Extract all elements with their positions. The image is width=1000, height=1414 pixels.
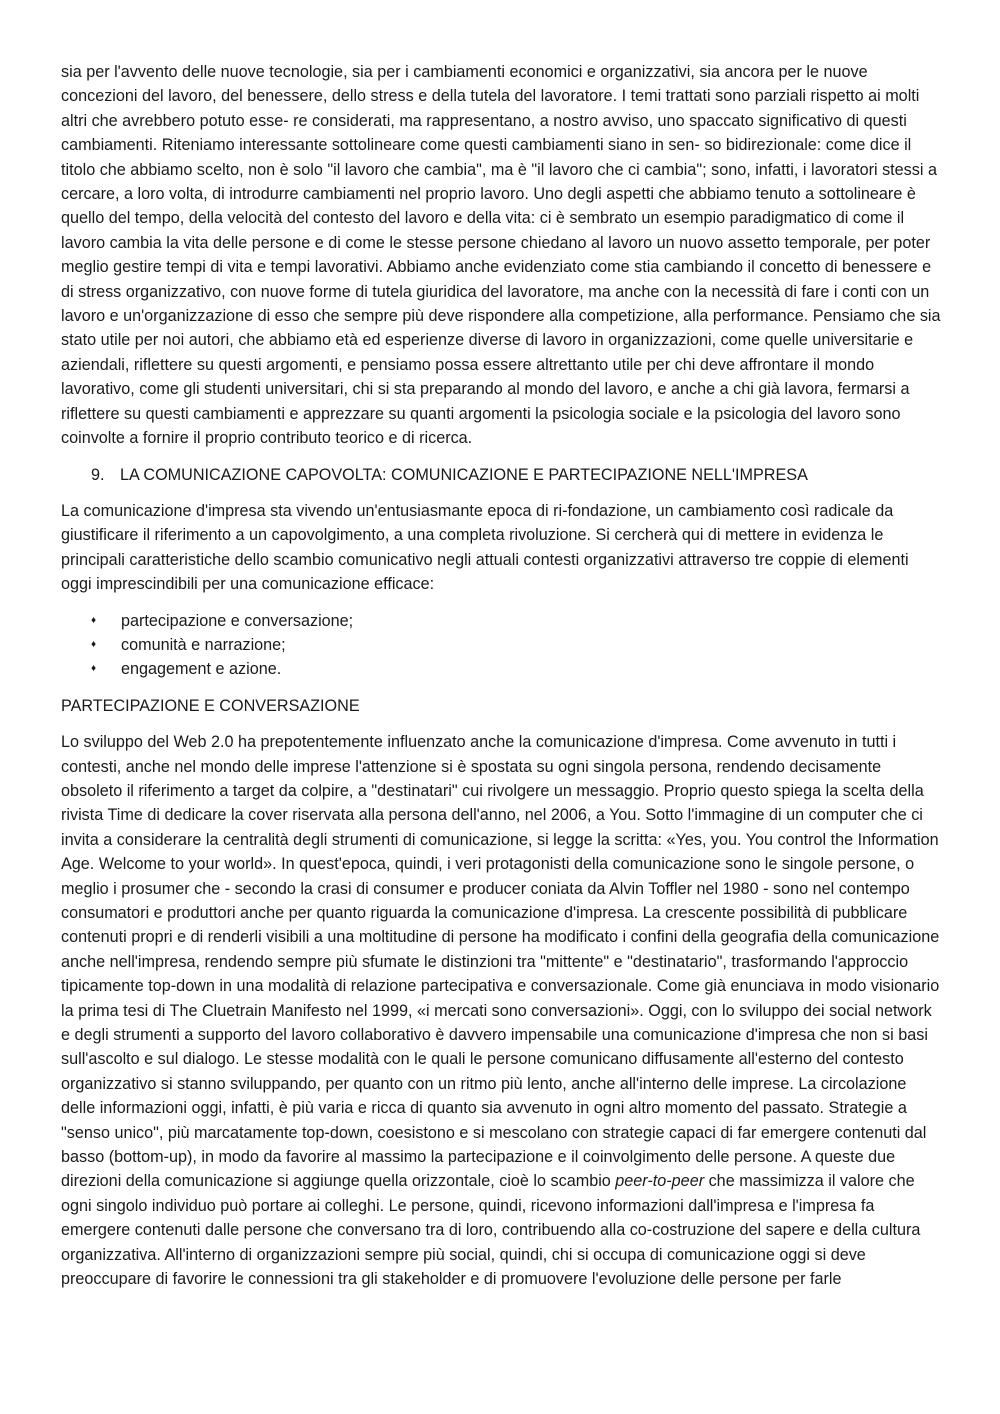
document-page (61, 60, 941, 1304)
bullet-diamond-icon: ♦ (91, 638, 97, 650)
list-item (61, 633, 941, 657)
section-number: 9. (91, 465, 105, 484)
list-item-text: engagement e azione. (121, 660, 282, 679)
bullet-diamond-icon: ♦ (91, 614, 97, 626)
list-item-text: partecipazione e conversazione; (121, 611, 354, 630)
list-item (61, 657, 941, 681)
body-text: che massimizza il valore che ogni singolo individuo può portare ai colleghi. Le persone, quindi, ricevono informazioni dall'impresa e l'impresa fa emergere contenuti dalle persone che conversano tra di loro, contribuendo alla co-costruzione del sapere e della cultura organizzativa. All'interno di organizzazioni sempre più social, quindi, chi si occupa di comunicazione oggi si deve preoccupare di favorire le connessioni tra gli stakeholder e di promuovere l'evoluzione delle persone per farle (61, 1172, 921, 1289)
body-paragraph (61, 730, 941, 1291)
list-item-text: comunità e narrazione; (121, 635, 286, 654)
section-title: LA COMUNICAZIONE CAPOVOLTA: COMUNICAZIONE E PARTECIPAZIONE NELL'IMPRESA (120, 465, 808, 484)
list-item (61, 609, 941, 633)
body-paragraph: La comunicazione d'impresa sta vivendo un'entusiasmante epoca di ri-fondazione, un cambiamento così radicale da giustificare il riferimento a un capovolgimento, a una completa rivoluzione. Si cercherà qui di mettere in evidenza le principali caratteristiche dello scambio comunicativo negli attuali contesti organizzativi attraverso tre coppie di elementi oggi imprescindibili per una comunicazione efficace: (61, 501, 909, 594)
section-heading (61, 463, 941, 487)
bullet-diamond-icon: ♦ (91, 663, 97, 675)
body-text: Lo sviluppo del Web 2.0 ha prepotentemente influenzato anche la comunicazione d'impresa. Come avvenuto in tutti i contesti, anche nel mondo delle imprese l'attenzione si è spostata su ogni singola persona, rendendo decisamente obsoleto il riferimento a target da colpire, a "destinatari" cui rivolgere un messaggio. Proprio questo spiega la scelta della rivista Time di dedicare la cover riservata alla persona dell'anno, nel 2006, a You. Sotto l'immagine di un computer che ci invita a considerare la centralità degli strumenti di comunicazione, si legge la scritta: «Yes, you. You control the Information Age. Welcome to your world». In quest'epoca, quindi, i veri protagonisti della comunicazione sono le singole persone, o meglio i prosumer che - secondo la crasi di consumer e producer coniata da Alvin Toffler nel 1980 - sono nel contempo consumatori e produttori anche per quanto riguarda la comunicazione d'impresa. La crescente possibilità di pubblicare contenuti propri e di renderli visibili a una moltitudine di persone ha modificato i confini della geografia della comunicazione anche nell'impresa, rendendo sempre più sfumate le distinzioni tra "mittente" e "destinatario", trasformando l'approccio tipicamente top-down in una modalità di relazione partecipativa e conversazionale. Come già enunciava in modo visionario la prima tesi di The Cluetrain Manifesto nel 1999, «i mercati sono conversazioni». Oggi, con lo sviluppo dei social network e degli strumenti a supporto del lavoro collaborativo è davvero impensabile una comunicazione d'impresa che non si basi sull'ascolto e sul dialogo. Le stesse modalità con le quali le persone comunicano diffusamente all'esterno del contesto organizzativo si stanno sviluppando, per quanto con un ritmo più lento, anche all'interno delle imprese. La circolazione delle informazioni oggi, infatti, è più varia e ricca di quanto sia avvenuto in ogni altro momento del passato. Strategie a "senso unico", più marcatamente top-down, coesistono e si mescolano con strategie capaci di far emergere contenuti dal basso (bottom-up), in modo da favorire al massimo la partecipazione e il coinvolgimento delle persone. A queste due direzioni della comunicazione si aggiunge quella orizzontale, cioè lo scambio (61, 733, 940, 1191)
body-paragraph: sia per l'avvento delle nuove tecnologie, sia per i cambiamenti economici e organizzativi, sia ancora per le nuove concezioni del lavoro, del benessere, dello stress e della tutela del lavoratore. I temi trattati sono parziali rispetto ai molti altri che avrebbero potuto esse- re considerati, ma rappresentano, a nostro avviso, uno spaccato significativo di questi cambiamenti. Riteniamo interessante sottolineare come questi cambiamenti siano in sen- so bidirezionale: come dice il titolo che abbiamo scelto, non è solo "il lavoro che cambia", ma è "il lavoro che ci cambia"; sono, infatti, i lavoratori stessi a cercare, a loro volta, di introdurre cambiamenti nel proprio lavoro. Uno degli aspetti che abbiamo tenuto a sottolineare è quello del tempo, della velocità del contesto del lavoro e della vita: ci è sembrato un esempio paradigmatico di come il lavoro cambia la vita delle persone e di come le stesse persone chiedano al lavoro un nuovo assetto temporale, per poter meglio gestire tempi di vita e tempi lavorativi. Abbiamo anche evidenziato come stia cambiando il concetto di benessere e di stress organizzativo, con nuove forme di tutela giuridica del lavoratore, ma anche con la necessità di fare i conti con un lavoro e un'organizzazione di esso che sempre più deve rispondere alla competizione, alla performance. Pensiamo che sia stato utile per noi autori, che abbiamo età ed esperienze diverse di lavoro in organizzazioni, come quelle universitarie e aziendali, riflettere su questi argomenti, e pensiamo possa essere altrettanto utile per chi deve affrontare il mondo lavorativo, come gli studenti universitari, chi si sta preparando al mondo del lavoro, e anche a chi già lavora, fermarsi a riflettere su questi cambiamenti e apprezzare su quanti argomenti la psicologia sociale e la psicologia del lavoro sono coinvolte a fornire il proprio contributo teorico e di ricerca. (61, 63, 941, 448)
italic-term: peer-to-peer (615, 1172, 705, 1191)
subsection-heading: PARTECIPAZIONE E CONVERSAZIONE (61, 696, 360, 715)
bullet-list (61, 609, 941, 682)
